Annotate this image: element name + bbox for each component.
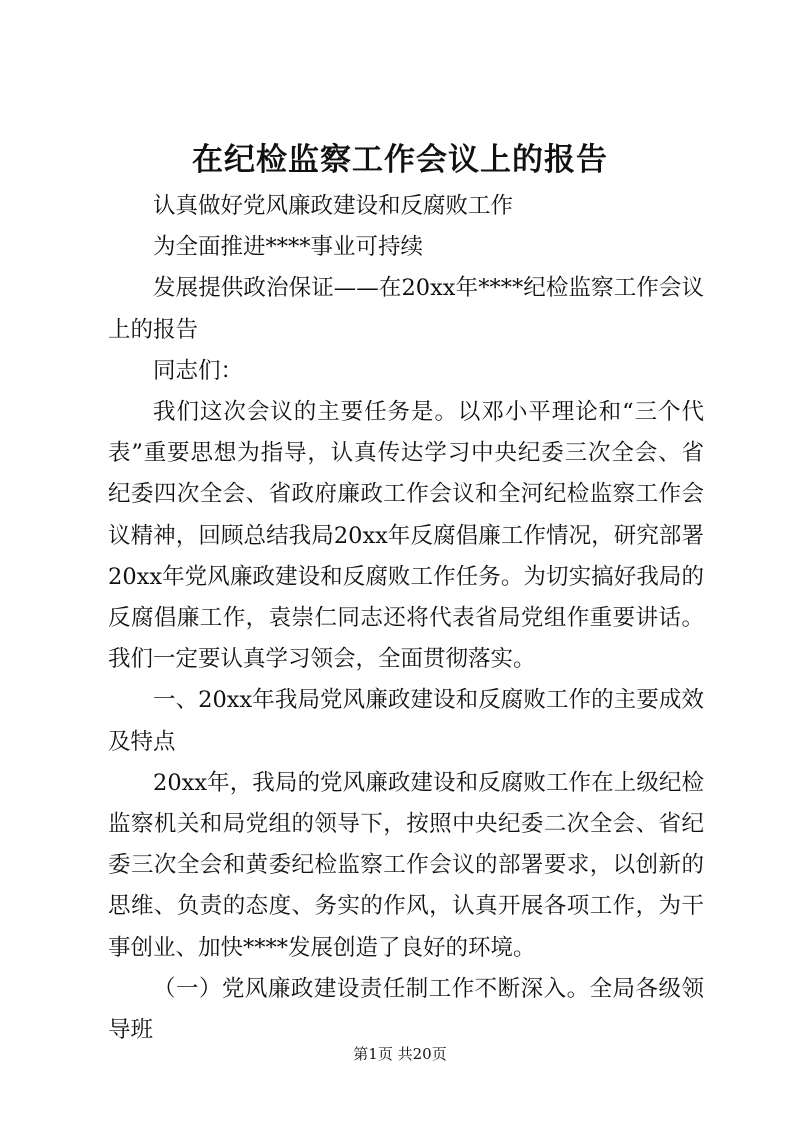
page-number-footer: 第1页 共20页 (353, 1045, 447, 1063)
document-title: 在纪检监察工作会议上的报告 (192, 142, 608, 178)
subtitle-line-3: 发展提供政治保证——在20xx年****纪检监察工作会议上的报告 (108, 275, 704, 343)
subsection-heading: （一）党风廉政建设责任制工作不断深入。全局各级领导班 (108, 975, 704, 1044)
body-paragraph: 我们这次会议的主要任务是。以邓小平理论和“三个代表”重要思想为指导，认真传达学习中央纪委三次全会、省纪委四次全会、省政府廉政工作会议和全河纪检监察工作会议精神，回顾总结我局20xx年反腐倡廉工作情况，研究部署20xx年党风廉政建设和反腐败工作任务。为切实搞好我局的反腐倡廉工作，袁崇仁同志还将代表省局党组作重要讲话。我们一定要认真学习领会，全面贯彻落实。 (108, 399, 704, 673)
document-body (108, 186, 704, 1051)
subtitle-line-2: 为全面推进****事业可持续 (153, 234, 424, 261)
section-heading: 一、20xx年我局党风廉政建设和反腐败工作的主要成效及特点 (108, 687, 704, 755)
subtitle-line-1: 认真做好党风廉政建设和反腐败工作 (153, 193, 514, 219)
salutation: 同志们： (153, 357, 244, 384)
body-paragraph: 20xx年，我局的党风廉政建设和反腐败工作在上级纪检监察机关和局党组的领导下，按照中央纪委二次全会、省纪委三次全会和黄委纪检监察工作会议的部署要求，以创新的思维、负责的态度、务实的作风，认真开展各项工作，为干事创业、加快****发展创造了良好的环境。 (108, 769, 704, 961)
